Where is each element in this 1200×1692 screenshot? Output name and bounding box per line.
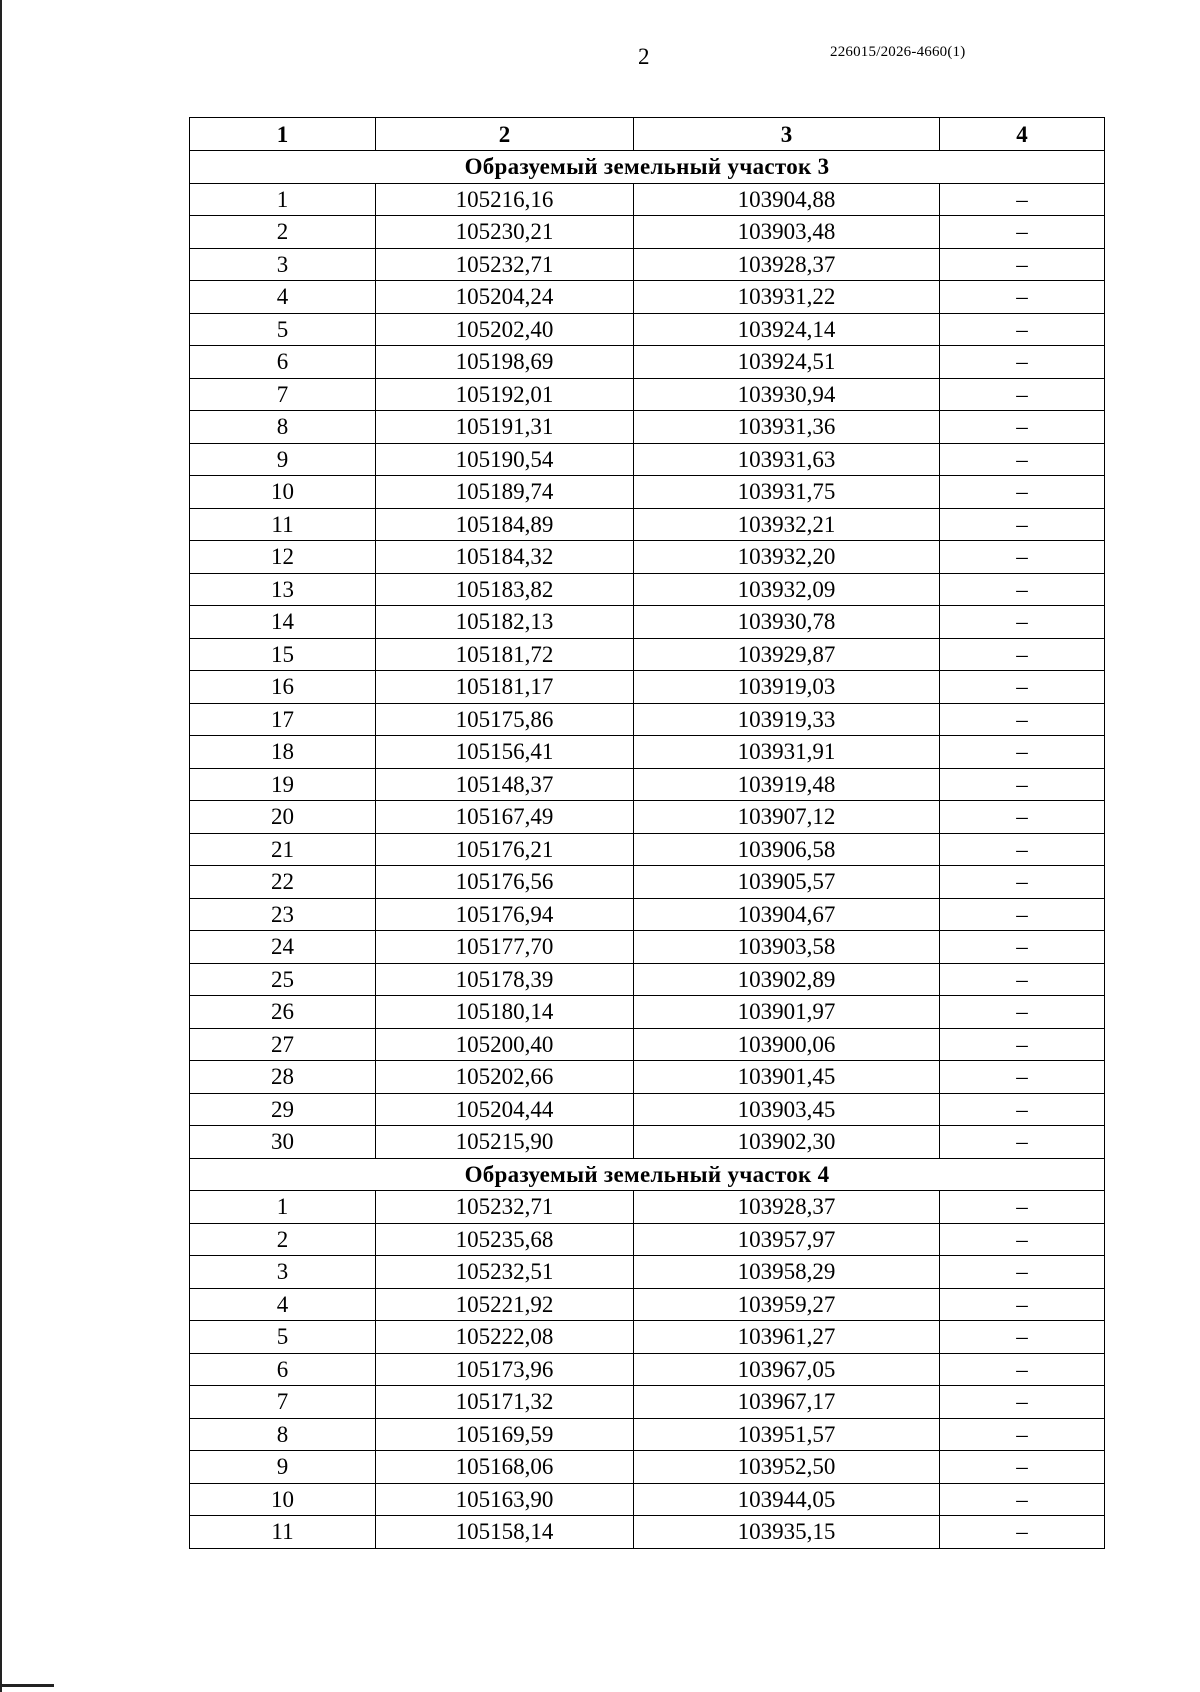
table-row <box>190 1288 1105 1321</box>
table-row <box>190 183 1105 216</box>
y-coordinate-cell: 103932,20 <box>634 541 940 574</box>
table-body <box>190 151 1105 1549</box>
point-number-cell: 4 <box>190 281 376 314</box>
y-coordinate-cell: 103951,57 <box>634 1418 940 1451</box>
x-coordinate-cell: 105183,82 <box>376 573 634 606</box>
x-coordinate-cell: 105169,59 <box>376 1418 634 1451</box>
table-row <box>190 996 1105 1029</box>
point-number-cell: 3 <box>190 248 376 281</box>
y-coordinate-cell: 103957,97 <box>634 1223 940 1256</box>
y-coordinate-cell: 103931,36 <box>634 411 940 444</box>
note-cell: – <box>940 476 1105 509</box>
note-cell: – <box>940 898 1105 931</box>
table-row <box>190 248 1105 281</box>
x-coordinate-cell: 105163,90 <box>376 1483 634 1516</box>
y-coordinate-cell: 103930,78 <box>634 606 940 639</box>
table-row <box>190 1418 1105 1451</box>
point-number-cell: 2 <box>190 1223 376 1256</box>
y-coordinate-cell: 103919,33 <box>634 703 940 736</box>
section-row <box>190 151 1105 184</box>
note-cell: – <box>940 1223 1105 1256</box>
y-coordinate-cell: 103931,75 <box>634 476 940 509</box>
y-coordinate-cell: 103901,97 <box>634 996 940 1029</box>
point-number-cell: 8 <box>190 411 376 444</box>
note-cell: – <box>940 866 1105 899</box>
point-number-cell: 1 <box>190 1191 376 1224</box>
note-cell: – <box>940 1418 1105 1451</box>
y-coordinate-cell: 103919,03 <box>634 671 940 704</box>
x-coordinate-cell: 105189,74 <box>376 476 634 509</box>
table-row <box>190 313 1105 346</box>
x-coordinate-cell: 105177,70 <box>376 931 634 964</box>
point-number-cell: 30 <box>190 1126 376 1159</box>
table-row <box>190 606 1105 639</box>
y-coordinate-cell: 103903,58 <box>634 931 940 964</box>
point-number-cell: 1 <box>190 183 376 216</box>
note-cell: – <box>940 1321 1105 1354</box>
y-coordinate-cell: 103944,05 <box>634 1483 940 1516</box>
table-row <box>190 833 1105 866</box>
note-cell: – <box>940 996 1105 1029</box>
point-number-cell: 26 <box>190 996 376 1029</box>
table-row <box>190 1126 1105 1159</box>
point-number-cell: 23 <box>190 898 376 931</box>
x-coordinate-cell: 105184,89 <box>376 508 634 541</box>
x-coordinate-cell: 105191,31 <box>376 411 634 444</box>
coordinates-table <box>189 117 1105 1549</box>
point-number-cell: 13 <box>190 573 376 606</box>
x-coordinate-cell: 105232,51 <box>376 1256 634 1289</box>
note-cell: – <box>940 1061 1105 1094</box>
y-coordinate-cell: 103902,89 <box>634 963 940 996</box>
note-cell: – <box>940 1126 1105 1159</box>
note-cell: – <box>940 1288 1105 1321</box>
point-number-cell: 10 <box>190 476 376 509</box>
y-coordinate-cell: 103903,48 <box>634 216 940 249</box>
note-cell: – <box>940 411 1105 444</box>
note-cell: – <box>940 833 1105 866</box>
y-coordinate-cell: 103931,63 <box>634 443 940 476</box>
y-coordinate-cell: 103935,15 <box>634 1516 940 1549</box>
point-number-cell: 14 <box>190 606 376 639</box>
point-number-cell: 11 <box>190 508 376 541</box>
x-coordinate-cell: 105215,90 <box>376 1126 634 1159</box>
table-row <box>190 1191 1105 1224</box>
point-number-cell: 22 <box>190 866 376 899</box>
point-number-cell: 6 <box>190 346 376 379</box>
table-row <box>190 1386 1105 1419</box>
note-cell: – <box>940 736 1105 769</box>
table-row <box>190 216 1105 249</box>
y-coordinate-cell: 103961,27 <box>634 1321 940 1354</box>
x-coordinate-cell: 105232,71 <box>376 1191 634 1224</box>
point-number-cell: 3 <box>190 1256 376 1289</box>
x-coordinate-cell: 105156,41 <box>376 736 634 769</box>
y-coordinate-cell: 103958,29 <box>634 1256 940 1289</box>
note-cell: – <box>940 1483 1105 1516</box>
table-row <box>190 866 1105 899</box>
x-coordinate-cell: 105184,32 <box>376 541 634 574</box>
table-row <box>190 541 1105 574</box>
x-coordinate-cell: 105182,13 <box>376 606 634 639</box>
x-coordinate-cell: 105176,56 <box>376 866 634 899</box>
table-row <box>190 801 1105 834</box>
table-row <box>190 671 1105 704</box>
note-cell: – <box>940 248 1105 281</box>
table-row <box>190 1223 1105 1256</box>
point-number-cell: 27 <box>190 1028 376 1061</box>
y-coordinate-cell: 103930,94 <box>634 378 940 411</box>
x-coordinate-cell: 105232,71 <box>376 248 634 281</box>
point-number-cell: 9 <box>190 443 376 476</box>
note-cell: – <box>940 1451 1105 1484</box>
x-coordinate-cell: 105192,01 <box>376 378 634 411</box>
point-number-cell: 25 <box>190 963 376 996</box>
note-cell: – <box>940 1386 1105 1419</box>
point-number-cell: 7 <box>190 378 376 411</box>
x-coordinate-cell: 105148,37 <box>376 768 634 801</box>
table-row <box>190 1093 1105 1126</box>
x-coordinate-cell: 105158,14 <box>376 1516 634 1549</box>
x-coordinate-cell: 105221,92 <box>376 1288 634 1321</box>
y-coordinate-cell: 103952,50 <box>634 1451 940 1484</box>
document-number: 226015/2026-4660(1) <box>830 44 966 60</box>
note-cell: – <box>940 963 1105 996</box>
y-coordinate-cell: 103901,45 <box>634 1061 940 1094</box>
note-cell: – <box>940 216 1105 249</box>
x-coordinate-cell: 105202,66 <box>376 1061 634 1094</box>
table-row <box>190 476 1105 509</box>
y-coordinate-cell: 103905,57 <box>634 866 940 899</box>
y-coordinate-cell: 103959,27 <box>634 1288 940 1321</box>
point-number-cell: 9 <box>190 1451 376 1484</box>
table-row <box>190 1061 1105 1094</box>
point-number-cell: 24 <box>190 931 376 964</box>
note-cell: – <box>940 1353 1105 1386</box>
table-row <box>190 736 1105 769</box>
note-cell: – <box>940 671 1105 704</box>
y-coordinate-cell: 103967,05 <box>634 1353 940 1386</box>
point-number-cell: 16 <box>190 671 376 704</box>
y-coordinate-cell: 103931,91 <box>634 736 940 769</box>
x-coordinate-cell: 105167,49 <box>376 801 634 834</box>
note-cell: – <box>940 313 1105 346</box>
x-coordinate-cell: 105222,08 <box>376 1321 634 1354</box>
point-number-cell: 4 <box>190 1288 376 1321</box>
note-cell: – <box>940 801 1105 834</box>
table-row <box>190 1353 1105 1386</box>
y-coordinate-cell: 103924,51 <box>634 346 940 379</box>
table-row <box>190 1256 1105 1289</box>
note-cell: – <box>940 768 1105 801</box>
page-edge-bottom <box>0 1684 54 1687</box>
page-number: 2 <box>638 44 650 69</box>
point-number-cell: 10 <box>190 1483 376 1516</box>
table-row <box>190 281 1105 314</box>
column-header-4: 4 <box>940 118 1105 151</box>
table-row <box>190 346 1105 379</box>
x-coordinate-cell: 105230,21 <box>376 216 634 249</box>
point-number-cell: 15 <box>190 638 376 671</box>
table-row <box>190 573 1105 606</box>
y-coordinate-cell: 103900,06 <box>634 1028 940 1061</box>
note-cell: – <box>940 1028 1105 1061</box>
note-cell: – <box>940 183 1105 216</box>
x-coordinate-cell: 105181,17 <box>376 671 634 704</box>
note-cell: – <box>940 703 1105 736</box>
note-cell: – <box>940 606 1105 639</box>
x-coordinate-cell: 105204,44 <box>376 1093 634 1126</box>
note-cell: – <box>940 1516 1105 1549</box>
column-header-2: 2 <box>376 118 634 151</box>
section-title: Образуемый земельный участок 3 <box>190 151 1105 184</box>
table-row <box>190 768 1105 801</box>
note-cell: – <box>940 508 1105 541</box>
point-number-cell: 8 <box>190 1418 376 1451</box>
note-cell: – <box>940 281 1105 314</box>
section-title: Образуемый земельный участок 4 <box>190 1158 1105 1191</box>
point-number-cell: 17 <box>190 703 376 736</box>
point-number-cell: 7 <box>190 1386 376 1419</box>
point-number-cell: 5 <box>190 1321 376 1354</box>
x-coordinate-cell: 105216,16 <box>376 183 634 216</box>
point-number-cell: 5 <box>190 313 376 346</box>
y-coordinate-cell: 103902,30 <box>634 1126 940 1159</box>
y-coordinate-cell: 103904,67 <box>634 898 940 931</box>
y-coordinate-cell: 103967,17 <box>634 1386 940 1419</box>
note-cell: – <box>940 931 1105 964</box>
note-cell: – <box>940 573 1105 606</box>
y-coordinate-cell: 103928,37 <box>634 248 940 281</box>
x-coordinate-cell: 105173,96 <box>376 1353 634 1386</box>
y-coordinate-cell: 103929,87 <box>634 638 940 671</box>
y-coordinate-cell: 103932,09 <box>634 573 940 606</box>
note-cell: – <box>940 541 1105 574</box>
x-coordinate-cell: 105181,72 <box>376 638 634 671</box>
point-number-cell: 20 <box>190 801 376 834</box>
table-row <box>190 1321 1105 1354</box>
note-cell: – <box>940 1191 1105 1224</box>
note-cell: – <box>940 1093 1105 1126</box>
x-coordinate-cell: 105180,14 <box>376 996 634 1029</box>
x-coordinate-cell: 105176,21 <box>376 833 634 866</box>
point-number-cell: 6 <box>190 1353 376 1386</box>
point-number-cell: 28 <box>190 1061 376 1094</box>
table-row <box>190 411 1105 444</box>
y-coordinate-cell: 103932,21 <box>634 508 940 541</box>
point-number-cell: 29 <box>190 1093 376 1126</box>
x-coordinate-cell: 105198,69 <box>376 346 634 379</box>
column-header-1: 1 <box>190 118 376 151</box>
x-coordinate-cell: 105235,68 <box>376 1223 634 1256</box>
x-coordinate-cell: 105176,94 <box>376 898 634 931</box>
point-number-cell: 11 <box>190 1516 376 1549</box>
x-coordinate-cell: 105171,32 <box>376 1386 634 1419</box>
table-row <box>190 443 1105 476</box>
page-edge-left <box>0 0 2 1692</box>
y-coordinate-cell: 103924,14 <box>634 313 940 346</box>
point-number-cell: 2 <box>190 216 376 249</box>
y-coordinate-cell: 103919,48 <box>634 768 940 801</box>
y-coordinate-cell: 103907,12 <box>634 801 940 834</box>
point-number-cell: 12 <box>190 541 376 574</box>
table-row <box>190 508 1105 541</box>
column-header-3: 3 <box>634 118 940 151</box>
table-row <box>190 378 1105 411</box>
table-row <box>190 931 1105 964</box>
table-row <box>190 703 1105 736</box>
note-cell: – <box>940 638 1105 671</box>
table-row <box>190 1028 1105 1061</box>
y-coordinate-cell: 103904,88 <box>634 183 940 216</box>
table-row <box>190 1516 1105 1549</box>
note-cell: – <box>940 378 1105 411</box>
table-row <box>190 963 1105 996</box>
note-cell: – <box>940 346 1105 379</box>
x-coordinate-cell: 105200,40 <box>376 1028 634 1061</box>
x-coordinate-cell: 105178,39 <box>376 963 634 996</box>
note-cell: – <box>940 443 1105 476</box>
table-row <box>190 1483 1105 1516</box>
header-row <box>190 118 1105 151</box>
x-coordinate-cell: 105202,40 <box>376 313 634 346</box>
point-number-cell: 19 <box>190 768 376 801</box>
y-coordinate-cell: 103931,22 <box>634 281 940 314</box>
table-row <box>190 1451 1105 1484</box>
note-cell: – <box>940 1256 1105 1289</box>
table-row <box>190 638 1105 671</box>
y-coordinate-cell: 103903,45 <box>634 1093 940 1126</box>
y-coordinate-cell: 103906,58 <box>634 833 940 866</box>
x-coordinate-cell: 105204,24 <box>376 281 634 314</box>
y-coordinate-cell: 103928,37 <box>634 1191 940 1224</box>
point-number-cell: 18 <box>190 736 376 769</box>
x-coordinate-cell: 105190,54 <box>376 443 634 476</box>
x-coordinate-cell: 105175,86 <box>376 703 634 736</box>
table-row <box>190 898 1105 931</box>
x-coordinate-cell: 105168,06 <box>376 1451 634 1484</box>
point-number-cell: 21 <box>190 833 376 866</box>
section-row <box>190 1158 1105 1191</box>
